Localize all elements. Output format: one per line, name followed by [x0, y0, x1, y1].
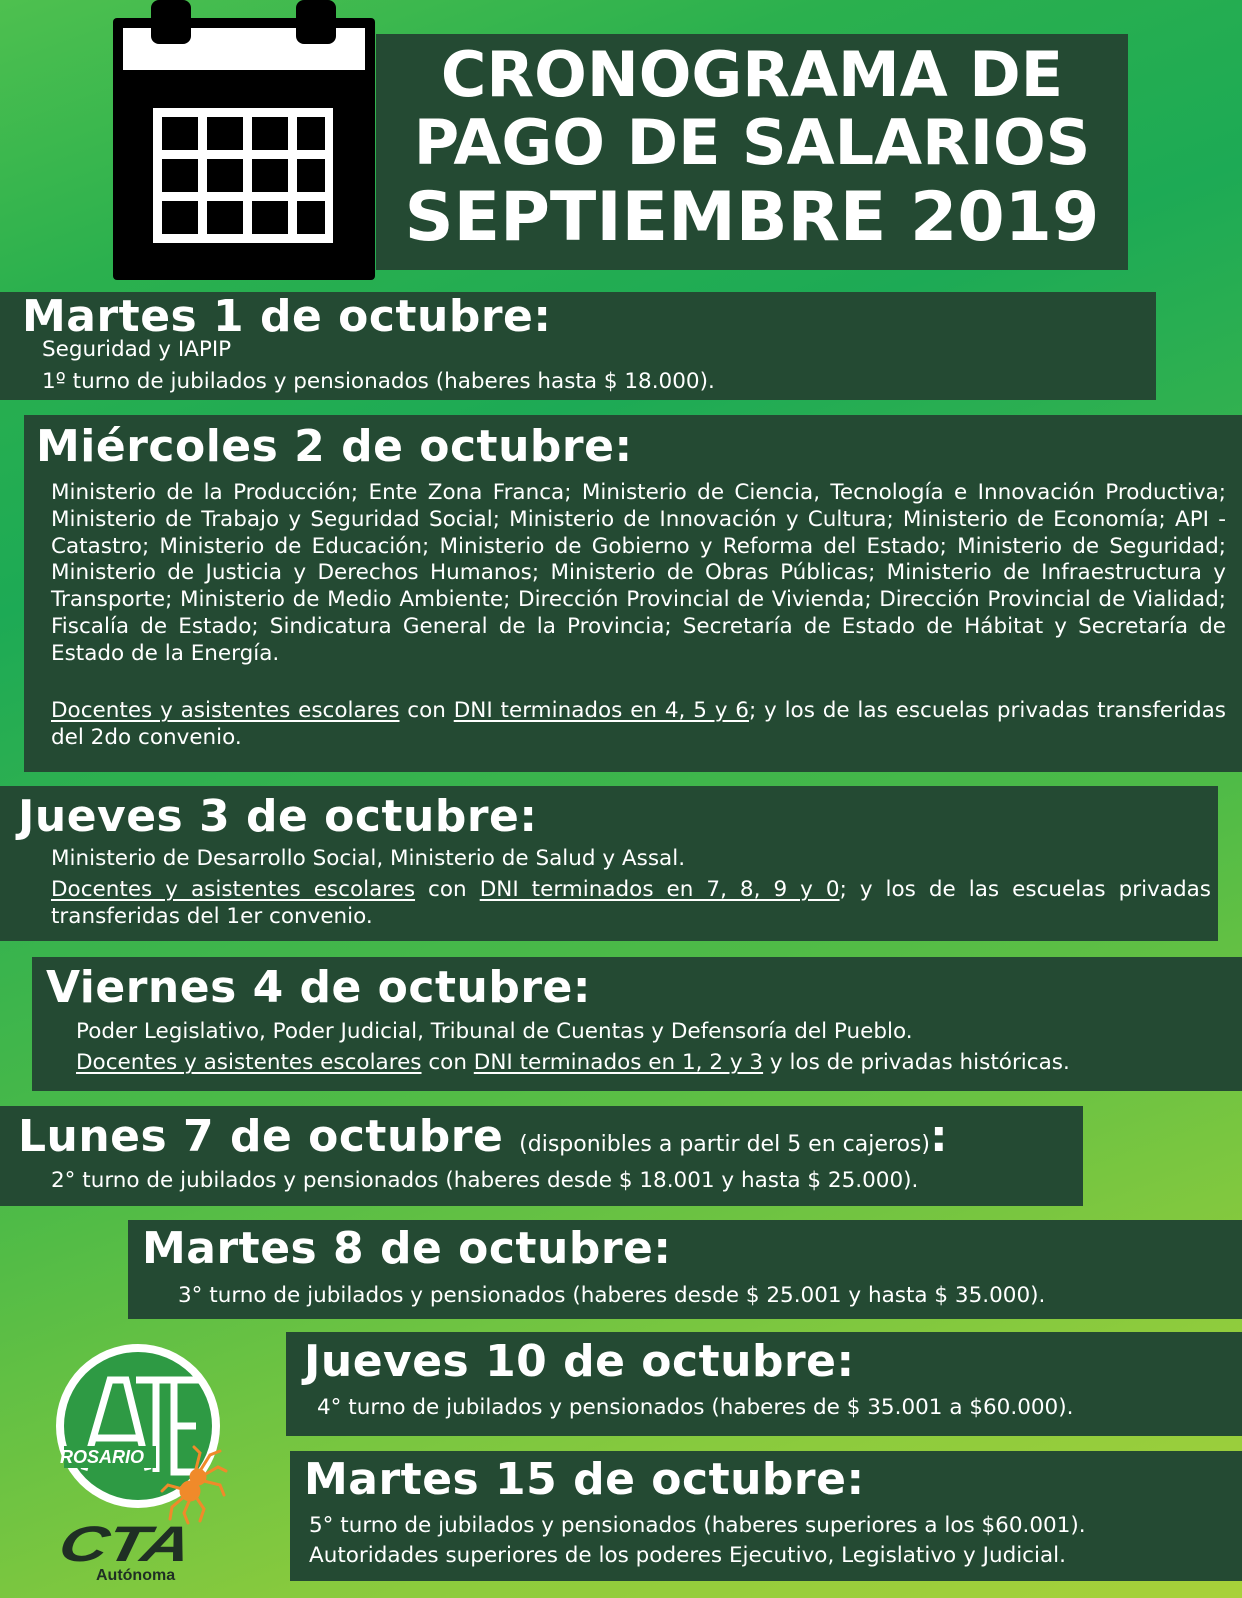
day-title: Martes 8 de octubre: — [142, 1223, 672, 1274]
title-line-1: CRONOGRAMA DE — [440, 38, 1064, 111]
teachers-link[interactable]: Docentes y asistentes escolares — [76, 1050, 422, 1075]
cta-name: CTA — [54, 1516, 196, 1572]
title-line-3: SEPTIEMBRE 2019 — [404, 178, 1100, 257]
teachers-rest: y los de privadas históricas. — [763, 1050, 1070, 1075]
ate-city: ROSARIO — [60, 1447, 145, 1467]
teachers-mid: con — [399, 698, 454, 723]
schedule-line: 3° turno de jubilados y pensionados (haberes desde $ 25.001 y hasta $ 35.000). — [178, 1283, 1046, 1308]
calendar-icon — [113, 0, 375, 280]
day-title: Miércoles 2 de octubre: — [36, 421, 633, 472]
teachers-link[interactable]: Docentes y asistentes escolares — [51, 877, 416, 902]
day-colon: : — [929, 1111, 949, 1162]
schedule-line: Ministerio de Desarrollo Social, Ministerio de Salud y Assal. — [51, 846, 686, 871]
schedule-line: Autoridades superiores de los poderes Ejecutivo, Legislativo y Judicial. — [309, 1543, 1066, 1568]
teachers-paragraph — [51, 877, 1211, 931]
cta-sub: Autónoma — [96, 1567, 176, 1584]
cta-logo — [54, 1516, 220, 1590]
day-note: (disponibles a partir del 5 en cajeros) — [519, 1132, 930, 1157]
schedule-line: 5° turno de jubilados y pensionados (haberes superiores a los $60.001). — [309, 1513, 1086, 1538]
schedule-line: Poder Legislativo, Poder Judicial, Tribunal de Cuentas y Defensoría del Pueblo. — [76, 1019, 913, 1044]
teachers-rest: ; y los de las escuelas privadas transferidas del 2do convenio. — [51, 698, 1226, 750]
day-title: Jueves 3 de octubre: — [18, 791, 538, 842]
day-title: Jueves 10 de octubre: — [304, 1336, 855, 1387]
teachers-mid: con — [421, 1050, 474, 1075]
teachers-paragraph — [51, 698, 1226, 752]
day-title-row — [18, 1110, 948, 1172]
schedule-line: 1º turno de jubilados y pensionados (haberes hasta $ 18.000). — [42, 369, 715, 394]
schedule-line: 2° turno de jubilados y pensionados (haberes desde $ 18.001 y hasta $ 25.000). — [51, 1168, 919, 1193]
title-line-2: PAGO DE SALARIOS — [413, 106, 1091, 179]
schedule-line: Seguridad y IAPIP — [42, 337, 232, 362]
day-title: Martes 15 de octubre: — [304, 1454, 865, 1505]
schedule-paragraph: Ministerio de la Producción; Ente Zona Franca; Ministerio de Ciencia, Tecnología e Innovación Productiva; Ministerio de Trabajo y Seguridad Social; Ministerio de Innovación y Cultura; Ministerio de Economía; API - Catastro; Ministerio de Educación; Ministerio de Gobierno y Reforma del Estado; Ministerio de Seguridad; Ministerio de Justicia y Derechos Humanos; Ministerio de Obras Públicas; Ministerio de Infraestructura y Transporte; Ministerio de Medio Ambiente; Dirección Provincial de Vivienda; Dirección Provincial de Vialidad; Fiscalía de Estado; Sindicatura General de la Provincia; Secretaría de Estado de Hábitat y Secretaría de Estado de la Energía. — [51, 480, 1226, 666]
teachers-rest: ; y los de las escuelas privadas transferidas del 1er convenio. — [51, 877, 1211, 929]
ate-letters — [52, 1340, 53, 1341]
teachers-mid: con — [415, 877, 480, 902]
dni-link[interactable]: DNI terminados en 4, 5 y 6 — [453, 698, 749, 723]
spider-icon — [160, 1445, 230, 1525]
day-title: Viernes 4 de octubre: — [46, 962, 591, 1013]
dni-link[interactable]: DNI terminados en 1, 2 y 3 — [473, 1050, 764, 1075]
dni-link[interactable]: DNI terminados en 7, 8, 9 y 0 — [479, 877, 840, 902]
day-title: Lunes 7 de octubre — [18, 1111, 504, 1162]
teachers-line — [76, 1049, 1070, 1076]
schedule-line: 4° turno de jubilados y pensionados (haberes de $ 35.001 a $60.000). — [317, 1395, 1074, 1420]
day-title: Martes 1 de octubre: — [22, 291, 552, 342]
teachers-link[interactable]: Docentes y asistentes escolares — [51, 698, 400, 723]
